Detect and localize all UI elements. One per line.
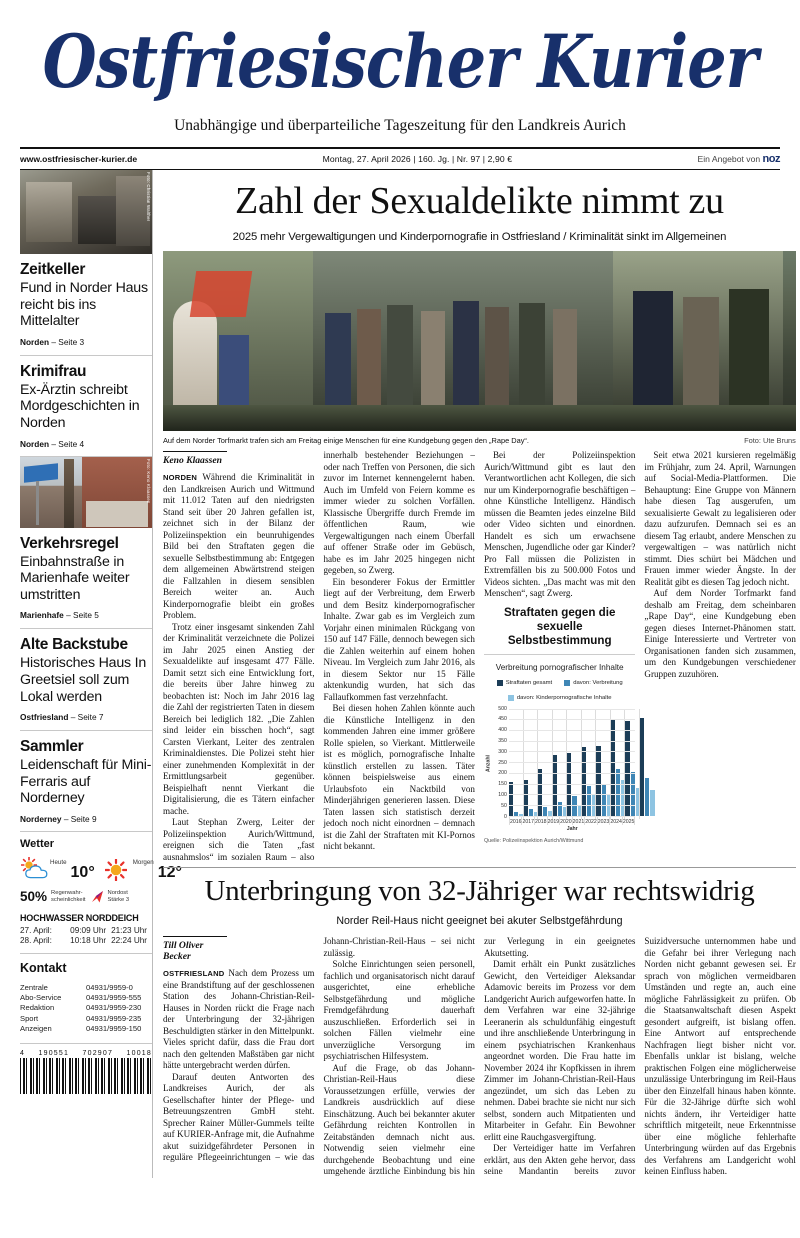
lead-photo-caption: Auf dem Norder Torfmarkt trafen sich am Freitag einige Menschen für eine Kundgebung gegen den „Rape Day“.	[163, 436, 529, 446]
wind-direction-icon	[90, 890, 104, 904]
main-content	[152, 170, 796, 1178]
masthead-infobar	[20, 149, 780, 170]
chart-title: Straftaten gegen die sexuelle Selbstbestimmung	[503, 605, 616, 647]
lead-photo	[163, 251, 796, 431]
chart-bar	[543, 807, 547, 816]
lead-photo-caption-row	[163, 434, 796, 450]
teaser-place: Ostfriesland	[20, 712, 69, 723]
lead-paragraph: Bei der Polizeiinspektion Aurich/Wittmund gibt es laut den Verantwortlichen acht Kollegen, die sich nur um Kinderpornografie beschäftigen – ohne Künstliche Intelligenz. Händisch müssen die Beamten jedes einzelne Bild oder Video sichten und einordnen. Handelt es sich um erwachsene Menschen, Jugendliche oder gar Kinder? Pro Fall müssen die Polizisten in Extremfällen bis zu 500.000 Fotos und Videos sichten. „Das macht was mit den Menschen“, sagt Zwerg.	[483, 450, 636, 599]
chart-gridline	[509, 805, 635, 806]
teaser-page: – Seite 7	[70, 712, 104, 723]
newspaper-title: Ostfriesischer Kurier	[42, 18, 758, 105]
chart-plot	[484, 705, 635, 820]
contact-number[interactable]: 04931/9959-0	[86, 982, 133, 992]
legend-label: davon: Kinderpornografische Inhalte	[516, 694, 612, 701]
tide-time-2: 21:23 Uhr	[111, 925, 148, 935]
barcode-digit-3: 702907	[82, 1049, 114, 1057]
lead-paragraph-text: Während die Kriminalität in den Landkreisen Aurich und Wittmund mit 11.012 Taten auf den niedrigsten Stand seit über 20 Jahren gefallen ist, zeichnet sich in der Bilanz der Polizeiinspektion ein beunruhigendes Bild bei den Straftaten gegen die sexuelle Selbstbestimmung ab: Entgegen dem allgemeinen Abwärtstrend steigen die Fallzahlen in diesem sensiblen Bereich weiter an. Auch Kinderpornografie bleibt ein großes Problem.	[163, 472, 315, 621]
tide-table	[20, 913, 152, 945]
chart-y-axis-label: Anzahl	[485, 754, 492, 772]
sidebar-item-verkehrsregel[interactable]	[20, 528, 152, 621]
second-byline: Till Oliver Becker	[163, 936, 227, 962]
chart-y-tick: 150	[498, 781, 507, 788]
chart-x-tick: 2023	[597, 818, 610, 825]
lead-paragraph: Laut Stephan Zwerg, Leiter der Polizeiinspektion Aurich/Wittmund, ereignen sich die Taten „fast ausnahmslos“ im sozialen Raum – also innerhalb bestehender Beziehungen – oder nach Treffen von Personen, die sich zuvor im Internet kennengelernt haben. Auch im Umfeld von Feiern komme es immer wieder zu solchen Vorfällen. Klassische Übergriffe durch Fremde im öffentlichen Raum, wie Vergewaltigungen nach einem Überfall auf offener Straße oder im Gebüsch, habe es im Jahr 2025 hingegen nicht gegeben, so Zwerg.	[163, 450, 475, 862]
barcode	[20, 1043, 152, 1094]
tide-date: 27. April:	[20, 925, 52, 935]
second-paragraph: Solche Einrichtungen seien personell, fachlich und organisatorisch nicht darauf ausgerichtet, eine erhebliche Selbstgefährdung und mögliche Fremdgefährdung dauerhaft auszuschließen. Erforderlich sei in solchen Fällen vielmehr eine unverzügliche Versorgung im psychiatrischen Hilfesystem.	[323, 959, 475, 1062]
lead-paragraph: Trotz einer insgesamt sinkenden Zahl der Kriminalität verzeichnete die Polizei im Jahr 2025 einen Anstieg der Sexualdelikte auf insgesamt 477 Fälle. Damit setzt sich eine Entwicklung fort, die bereits über Jahre hinweg zu beobachten ist: Noch im Jahr 2016 lag die Zahl der registrierten Taten in diesem Bereich bei lediglich 182. „Die Zahlen sind leider ein bisschen hoch“, sagt Carsten Vierkant, Leiter des zentralen Kriminaldienstes. Die Polizei steht hier einer zunehmenden Komplexität in der Ermittlungsarbeit gegenüber. Beispielhaft nennt Vierkant die Digitalisierung, die es Tätern einfacher mache.	[163, 621, 315, 816]
chart-bar	[602, 784, 606, 816]
teaser-page: – Seite 9	[63, 814, 97, 825]
contact-label: Abo-Service	[20, 993, 62, 1003]
teaser-kicker: Alte Backstube	[20, 636, 128, 654]
teaser-place: Norderney	[20, 814, 62, 825]
chart-gridline	[509, 794, 635, 795]
chart-x-tick: 2022	[585, 818, 597, 825]
lead-paragraph: Bei diesen hohen Zahlen könnte auch die Künstliche Intelligenz in den kommenden Jahren eine immer größere Rolle spielen, so Vierkant. Mittlerweile ist es möglich, pornografische Inhalte künstlich erstellen zu lassen. Täter können beispielsweise aus einem Urlaubsfoto ein Nacktbild von Minderjährigen generieren lassen. Diese Taten lassen sich statistisch derzeit jedoch noch nicht einordnen – demnach ist die Zahl der Straftaten mit KI-Pornos nicht bekannt.	[323, 703, 475, 852]
chart-divider	[484, 654, 635, 655]
website-url[interactable]: www.ostfriesischer-kurier.de	[20, 153, 138, 164]
chart-plot-area	[509, 709, 635, 817]
chart-y-tick: 300	[498, 748, 507, 755]
contact-label: Sport	[20, 1013, 39, 1023]
chart-x-tick: 2017	[522, 818, 535, 825]
legend-label: davon: Verbreitung	[573, 679, 623, 686]
tide-row	[20, 925, 152, 935]
second-paragraph: Damit erhält ein Punkt zusätzliches Gewicht, den Verteidiger Aleksandar Adamovic bereits im Prozess vor dem Landgericht Aurich aufgeworfen hatte. In dem Verfahren war eine 32-jährige Leeranerin als schuldunfähig eingestuft und ihre anschließende Unterbringung in einem psychiatrischen Krankenhaus angeordnet worden. Die Frau hatte im November 2024 ihr Kopfkissen in ihrem Zimmer im Johann-Christian-Reil-Haus angezündet, um sich das Leben zu nehmen. Dabei brachte sie nicht nur sich selbst, sondern auch Mitpatienten und Mitarbeiter in Gefahr. Ein Bewohner erlitt eine Rauchgasvergiftung.	[483, 959, 636, 1142]
contact-row	[20, 1024, 152, 1034]
chart-x-tick: 2018	[535, 818, 547, 825]
chart-bar	[645, 778, 649, 816]
barcode-digits	[20, 1050, 152, 1057]
second-paragraph: Auf die Frage, ob das Johann-Christian-Reil-Haus diese Voraussetzungen erfülle, verwies der Landkreis ausdrücklich auf diese Einschätzung. Auch bei bekannter akuter Gefährdung reichten Kontrollen in Zeitabständen demnach nicht aus. Notwendig seien vielmehr eine durchgehende Beobachtung und eine umgehende ärztliche Einbindung bis hin zur Verlegung in ein geeignetes Akutsetting.	[323, 936, 636, 1177]
legend-swatch	[508, 695, 514, 701]
lead-paragraph: Seit etwa 2021 kursieren regelmäßig im Frühjahr, zum 24. April, Warnungen auf Social-Media-Plattformen. Die Behauptung: Eine Gruppe von Männern habe diesen Tag ausgerufen, um sexualisierte Gewalt zu legalisieren oder dazu aufzurufen. Demnach sei es an diesem Tag erlaubt, andere Menschen zu vergewaltigen – was natürlich nicht stimmt. Dies schürt bei Mädchen und Frauen immer wieder Ängste. In der Realität gibt es diesen Tag jedoch nicht.	[644, 450, 796, 587]
chart-source: Quelle: Polizeiinspektion Aurich/Wittmund	[483, 837, 584, 844]
chart-gridline	[509, 784, 635, 785]
tide-time-1: 10:18 Uhr	[70, 935, 107, 945]
masthead	[20, 0, 780, 170]
chart-bar	[538, 769, 542, 816]
chart-y-tick: 50	[501, 802, 507, 809]
chart-gridline	[509, 751, 635, 752]
chart-gridline	[509, 719, 635, 720]
chart-bar-group	[640, 709, 655, 816]
contact-label: Redaktion	[20, 1003, 55, 1013]
rain-probability-value: 50%	[20, 889, 48, 905]
legend-swatch	[564, 680, 570, 686]
chart-x-tick: 2016	[509, 818, 522, 825]
second-article	[163, 867, 796, 1178]
legend-item-gesamt	[497, 680, 553, 686]
chart-gridline	[509, 730, 635, 731]
contact-row	[20, 982, 152, 992]
teaser-ref	[20, 814, 152, 824]
lead-subheadline: 2025 mehr Vergewaltigungen und Kinderpornografie in Ostfriesland / Kriminalität sinkt im Allgemeinen	[232, 231, 727, 244]
teaser-ref	[20, 337, 152, 347]
photo-credit: Foto: Christian Walther	[146, 171, 151, 222]
sidebar-item-sammler[interactable]	[20, 730, 152, 824]
second-subheadline: Norder Reil-Haus nicht geeignet bei akuter Selbstgefährdung	[336, 915, 623, 928]
contact-label: Zentrale	[20, 982, 48, 992]
chart-gridline	[509, 709, 635, 710]
lead-article-columns	[163, 450, 796, 863]
chart-bar	[640, 718, 644, 815]
second-dateline: OSTFRIESLAND	[163, 969, 225, 979]
tide-date: 28. April:	[20, 935, 52, 945]
provider-prefix: Ein Angebot von	[697, 153, 761, 164]
barcode-bars	[20, 1058, 152, 1094]
contact-number[interactable]: 04931/9959-230	[86, 1003, 142, 1013]
chart-gridline	[509, 773, 635, 774]
chart-x-axis-label: Jahr	[566, 825, 578, 832]
lead-byline: Keno Klaassen	[163, 451, 227, 466]
barcode-digit-4: 10018	[126, 1049, 152, 1057]
sidebar-item-alte-backstube[interactable]	[20, 628, 152, 722]
teaser-kicker: Zeitkeller	[20, 260, 86, 278]
weather-tomorrow-temp: 12°	[157, 864, 182, 882]
tide-heading: HOCHWASSER NORDDEICH	[20, 913, 139, 924]
legend-swatch	[497, 680, 503, 686]
weather-widget	[20, 831, 182, 945]
barcode-digit-1: 4	[20, 1049, 26, 1057]
contact-number[interactable]: 04931/9959-235	[86, 1013, 142, 1023]
contact-label: Anzeigen	[20, 1024, 52, 1034]
legend-label: Straftaten gesamt	[505, 679, 553, 686]
chart-y-tick: 450	[498, 716, 507, 723]
teaser-place: Norden	[20, 336, 50, 347]
chart-y-ticks	[493, 705, 509, 820]
chart-bar	[616, 769, 620, 816]
teaser-ref	[20, 439, 152, 449]
chart-bar	[553, 755, 557, 816]
rain-probability-label	[51, 890, 85, 903]
tide-row	[20, 935, 152, 945]
photo-credit: Foto: Keno Klaassen	[146, 458, 151, 504]
rain-label-line1: Regenwahr-	[51, 889, 83, 896]
second-paragraph: Der Verteidiger hatte im Verfahren erklärt, aus den Akten gehe hervor, dass seine Mandantin bereits zuvor Suizidversuche unternommen habe und die Gefahr bei ihrer Verlegung nach Norden nicht gebannt gewesen sei. Er sprach von möglichen vermeidbaren Umständen und regte an, auch eine mögliche Fahrlässigkeit zu prüfen. Ob die Staatsanwaltschaft diesen Aspekt gesondert aufgreift, ist bislang offen. Eine Antwort auf entsprechende Nachfragen liegt bisher nicht vor. Ebenfalls unklar ist bislang, welche praktischen Folgen eine möglicherweise unzulässige Unterbringung im Reil-Haus über den Einzelfall hinaus haben könnte. Für die 32-Jährige dürfte sich wohl nichts ändern, ihr Verteidiger hatte schriftlich mitgeteilt, neue Erkenntnisse über eine mögliche fehlerhafte Unterbringung würden auf das Ergebnis des Verfahrens am Landgericht wohl keinen Einfluss haben.	[483, 936, 796, 1177]
page-body	[20, 170, 796, 1178]
second-headline: Unterbringung von 32-Jähriger war rechtswidrig	[204, 875, 755, 908]
chart-x-tick: 2020	[560, 818, 572, 825]
chart-y-tick: 350	[498, 738, 507, 745]
second-paragraph: Darauf deuten Antworten des Landkreises Aurich, der als Gesellschafter hinter der Pflege- und Betreuungszentren GmbH steht. Sprecher Rainer Müller-Gummels teilte auf KURIER-Anfrage mit, die Aufnahme akut suizidgefährdeter Personen in reguläre Pflegeeinrichtungen – wie das Johann-Christian-Reil-Haus – sei nicht zulässig.	[163, 936, 475, 1163]
sun-behind-cloud-icon	[20, 856, 50, 882]
weather-today	[20, 856, 95, 882]
teaser-page: – Seite 4	[51, 438, 85, 449]
weather-tomorrow-label: Morgen	[132, 859, 154, 867]
wind-label-line2: Stärke 3	[107, 896, 130, 903]
teaser-text: Ex-Ärztin schreibt Mordgeschichten in Norden	[20, 381, 140, 431]
weather-today-temp: 10°	[70, 864, 95, 882]
chart-gridline	[509, 816, 635, 817]
second-paragraph	[163, 968, 314, 1072]
second-paragraph-text: Nach dem Prozess um eine Brandstiftung auf der geschlossenen Station des Johann-Christian-Reil-Hauses in Norden rückt die Frage nach der Unterbringung der 32-jährigen Beschuldigten stärker in den Mittelpunkt. Vieles spricht dafür, dass die Frau dort nach den geltenden Maßstäben gar nicht hätte untergebracht werden dürfen.	[163, 968, 315, 1071]
chart-gridline	[509, 762, 635, 763]
contact-row	[20, 1013, 152, 1023]
chart-gridline	[509, 741, 635, 742]
weather-days	[20, 856, 182, 882]
legend-item-kinderporno	[508, 695, 612, 701]
chart-bar	[611, 719, 615, 816]
second-article-columns	[163, 936, 796, 1178]
teaser-kicker: Krimifrau	[20, 362, 87, 380]
contact-number[interactable]: 04931/9959-555	[86, 993, 142, 1003]
chart-y-tick: 500	[498, 705, 507, 712]
lead-paragraph: Auf dem Norder Torfmarkt fand deshalb am Freitag, dem scheinbaren „Rape Day“, eine Kundgebung eben gegen dieses Internet-Phänomen statt. Einige Interessierte und Vertreter von Organisationen fanden sich zusammen, um den Kundgebungen verschiedener Gruppen zuzuhören.	[644, 588, 796, 679]
provider-note	[698, 153, 780, 165]
chart-x-tick: 2024	[610, 818, 622, 825]
newspaper-subtitle: Unabhängige und überparteiliche Tageszeitung für den Landkreis Aurich	[174, 116, 626, 134]
sidebar-photo-verkehrsregel	[20, 456, 152, 528]
teaser-text: Einbahnstraße in Marienhafe weiter umstritten	[20, 553, 130, 603]
chart-legend	[484, 680, 635, 701]
chart-bar	[625, 721, 629, 815]
sidebar-item-zeitkeller[interactable]	[20, 254, 152, 347]
lead-headline: Zahl der Sexualdelikte nimmt zu	[235, 179, 724, 222]
chart-subtitle: Verbreitung pornografischer Inhalte	[495, 662, 624, 672]
chart-y-tick: 400	[498, 727, 507, 734]
weather-today-label: Heute	[50, 859, 67, 867]
teaser-kicker: Sammler	[20, 738, 84, 756]
contact-box	[20, 953, 152, 1034]
teaser-page: – Seite 5	[66, 610, 99, 621]
teaser-text: Leidenschaft für Mini-Ferraris auf Norderney	[20, 757, 152, 807]
sidebar-item-krimifrau[interactable]	[20, 355, 152, 449]
contact-number[interactable]: 04931/9959-150	[86, 1024, 142, 1034]
weather-heading: Wetter	[20, 838, 55, 851]
chart-bar	[650, 790, 654, 816]
noz-logo: noz	[762, 152, 780, 165]
teaser-page: – Seite 3	[51, 336, 85, 347]
barcode-digit-2: 190551	[38, 1049, 70, 1057]
chart-x-tick: 2019	[547, 818, 560, 825]
chart-y-tick: 100	[498, 792, 507, 799]
issue-info: Montag, 27. April 2026 | 160. Jg. | Nr. 97 | 2,90 €	[322, 153, 513, 164]
chart-bar	[524, 780, 528, 815]
teaser-place: Marienhafe	[20, 610, 64, 621]
chart-y-tick: 200	[498, 770, 507, 777]
chart-bar	[587, 786, 591, 815]
statistics-chart	[484, 604, 635, 844]
contact-row	[20, 1003, 152, 1013]
rain-label-line2: scheinlichkeit	[51, 896, 86, 903]
chart-bar	[509, 782, 513, 816]
chart-x-tick: 2021	[572, 818, 585, 825]
chart-x-tick: 2025	[622, 818, 635, 825]
chart-bar	[572, 796, 576, 815]
teaser-place: Norden	[20, 438, 50, 449]
lead-paragraph	[163, 472, 314, 622]
wind-label-line1: Nordost	[107, 889, 128, 896]
contact-heading: Kontakt	[20, 961, 67, 976]
teaser-ref	[20, 610, 152, 620]
teaser-ref	[20, 712, 152, 722]
sun-icon	[103, 856, 133, 882]
lead-dateline: NORDEN	[163, 473, 198, 483]
contact-row	[20, 992, 152, 1002]
tide-time-2: 22:24 Uhr	[111, 935, 148, 945]
left-sidebar	[20, 170, 182, 1178]
sidebar-photo-zeitkeller	[20, 170, 152, 254]
teaser-kicker: Verkehrsregel	[20, 534, 119, 552]
tide-time-1: 09:09 Uhr	[70, 925, 107, 935]
chart-y-tick: 0	[504, 813, 507, 820]
wind-label	[108, 890, 130, 903]
chart-y-tick: 250	[498, 759, 507, 766]
weather-details	[20, 889, 152, 904]
teaser-text: Historisches Haus In Greetsiel soll zum Lokal werden	[20, 655, 147, 705]
lead-photo-credit: Foto: Ute Bruns	[744, 436, 796, 446]
legend-item-verbreitung	[564, 680, 622, 686]
lead-paragraph: Ein besonderer Fokus der Ermittler liegt auf der Verbreitung, dem Erwerb und dem Besitz kinderpornografischer Inhalte. Zwar gab es im Vergleich zum Vorjahr einen minimalen Rückgang von 150 auf 147 Fälle, dennoch bewegen sich die Zahlen weiterhin auf einem hohen Niveau. Im Vergleich zum Jahr 2016, als in diesem Sektor nur 15 Fälle aktenkundig wurden, hat sich das Fallaufkommen fast verzehnfacht.	[323, 576, 475, 702]
teaser-text: Fund in Norder Haus reicht bis ins Mittelalter	[20, 279, 148, 330]
